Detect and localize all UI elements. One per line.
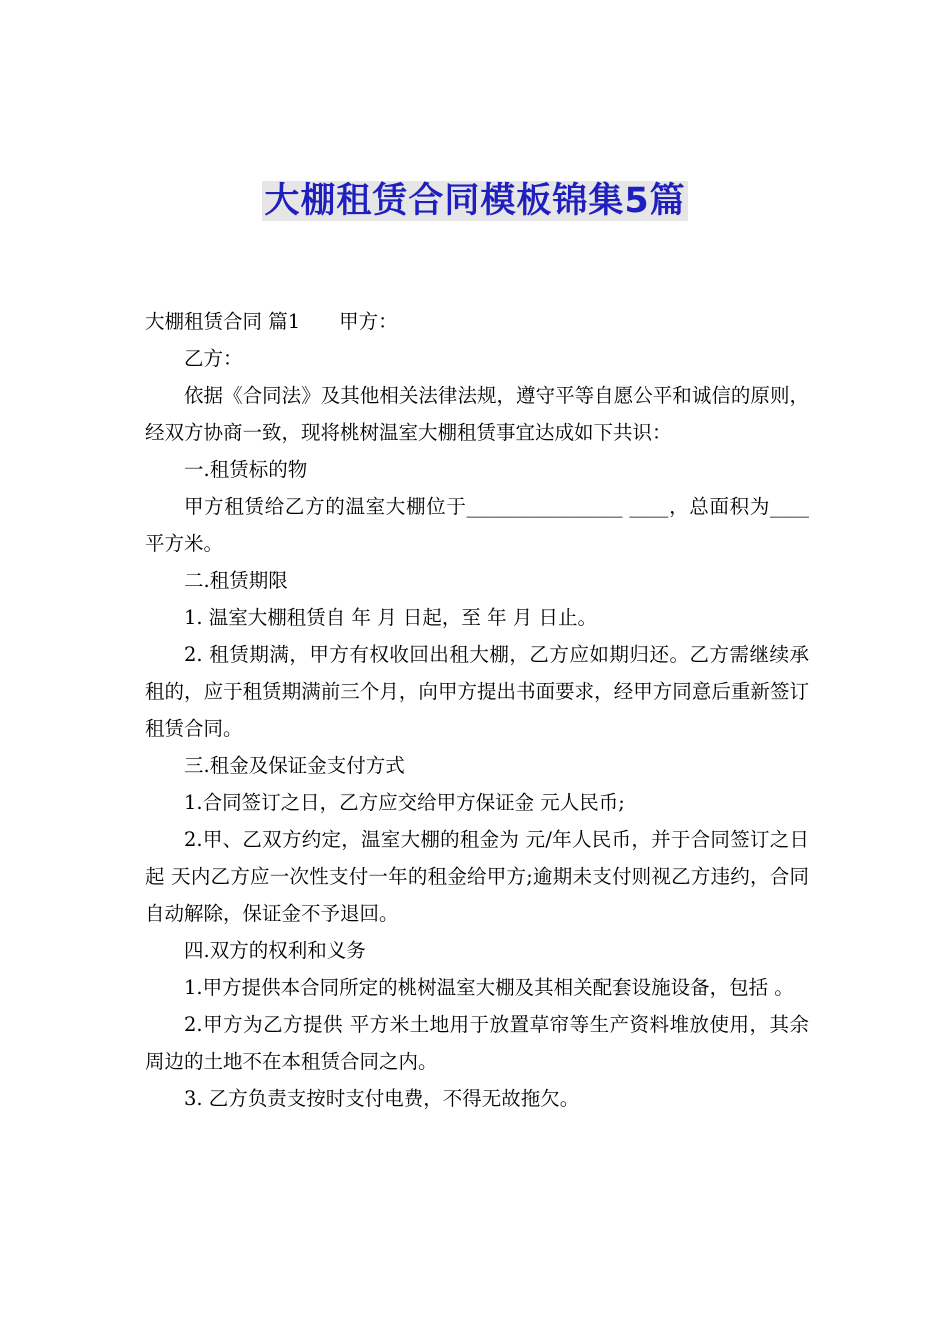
clause-paragraph: 2.甲方为乙方提供 平方米土地用于放置草帘等生产资料堆放使用，其余周边的土地不在本租赁合同之内。	[145, 1013, 809, 1073]
document-body	[145, 303, 816, 1117]
clause-paragraph: 2.甲、乙双方约定，温室大棚的租金为 元/年人民币，并于合同签订之日起 天内乙方应一次性支付一年的租金给甲方;逾期未支付则视乙方违约，合同自动解除，保证金不予退回。	[145, 828, 809, 925]
clause-paragraph: 3. 乙方负责支按时支付电费，不得无故拖欠。	[184, 1087, 580, 1110]
section-heading-4: 四.双方的权利和义务	[184, 939, 366, 962]
party-b-line: 乙方：	[184, 347, 243, 370]
section-heading-1: 一.租赁标的物	[184, 458, 308, 481]
clause-paragraph: 1.合同签订之日，乙方应交给甲方保证金 元人民币;	[184, 791, 625, 814]
contract-heading-line: 大棚租赁合同 篇1 甲方：	[145, 310, 398, 333]
clause-paragraph: 1. 温室大棚租赁自 年 月 日起，至 年 月 日止。	[184, 606, 597, 629]
clause-paragraph: 1.甲方提供本合同所定的桃树温室大棚及其相关配套设施设备，包括 。	[184, 976, 794, 999]
document-title-text: 大棚租赁合同模板锦集5篇	[264, 181, 686, 221]
clause-paragraph: 2. 租赁期满，甲方有权收回出租大棚，乙方应如期归还。乙方需继续承租的，应于租赁期满前三个月，向甲方提出书面要求，经甲方同意后重新签订租赁合同。	[145, 643, 809, 740]
clause-paragraph: 甲方租赁给乙方的温室大棚位于________________ ____，总面积为____ 平方米。	[145, 495, 816, 555]
section-heading-2: 二.租赁期限	[184, 569, 288, 592]
document-title	[0, 176, 950, 226]
preamble-paragraph: 依据《合同法》及其他相关法律法规，遵守平等自愿公平和诚信的原则，经双方协商一致，现将桃树温室大棚租赁事宜达成如下共识：	[145, 384, 809, 444]
section-heading-3: 三.租金及保证金支付方式	[184, 754, 405, 777]
